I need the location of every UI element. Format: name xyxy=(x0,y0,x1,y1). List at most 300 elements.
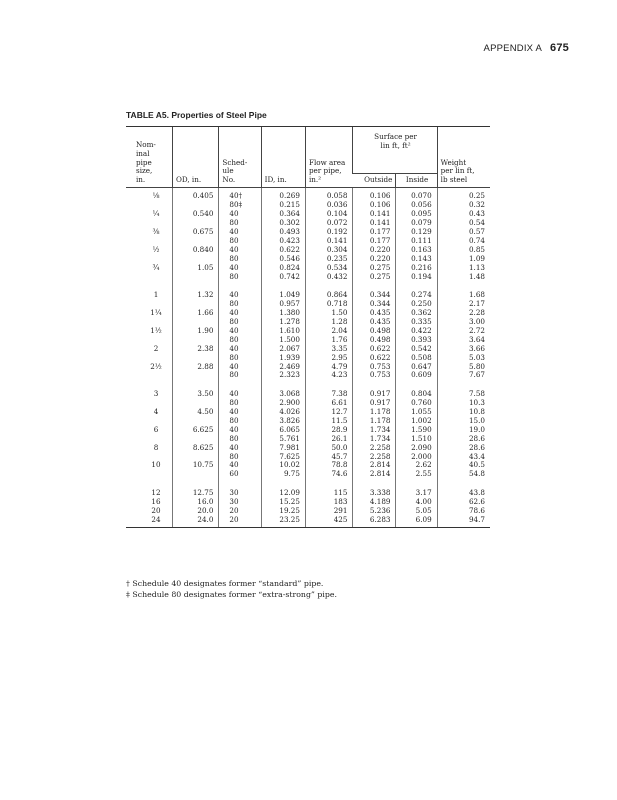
row-schedule: 40 xyxy=(219,326,261,335)
row-size xyxy=(126,353,172,362)
table-row xyxy=(126,416,490,425)
row-flow-area: 0.432 xyxy=(305,272,353,281)
row-weight: 0.25 xyxy=(437,187,490,200)
row-od xyxy=(172,335,218,344)
row-inside-surface: 2.55 xyxy=(396,469,437,478)
row-inside-surface: 0.335 xyxy=(396,317,437,326)
row-schedule: 40 xyxy=(219,443,261,452)
row-outside-surface: 0.917 xyxy=(353,398,396,407)
spacer-cell xyxy=(261,379,305,389)
row-inside-surface: 1.510 xyxy=(396,434,437,443)
row-weight: 7.67 xyxy=(437,371,490,380)
row-inside-surface: 0.143 xyxy=(396,254,437,263)
col-weight: Weight per lin ft, lb steel xyxy=(437,127,490,188)
row-schedule: 20 xyxy=(219,515,261,527)
row-flow-area: 6.61 xyxy=(305,398,353,407)
row-schedule: 80 xyxy=(219,317,261,326)
row-size xyxy=(126,371,172,380)
row-flow-area: 1.50 xyxy=(305,308,353,317)
row-inside-surface: 0.508 xyxy=(396,353,437,362)
row-inside-surface: 2.090 xyxy=(396,443,437,452)
row-inside-surface: 0.393 xyxy=(396,335,437,344)
spacer-cell xyxy=(353,281,396,291)
row-schedule: 80 xyxy=(219,416,261,425)
row-schedule: 40 xyxy=(219,461,261,470)
row-flow-area: 26.1 xyxy=(305,434,353,443)
row-outside-surface: 0.917 xyxy=(353,389,396,398)
row-schedule: 80 xyxy=(219,254,261,263)
row-size xyxy=(126,272,172,281)
table-row xyxy=(126,398,490,407)
row-outside-surface: 0.275 xyxy=(353,272,396,281)
row-od xyxy=(172,272,218,281)
row-inside-surface: 1.055 xyxy=(396,407,437,416)
row-schedule: 80‡ xyxy=(219,201,261,210)
row-od: 12.75 xyxy=(172,488,218,497)
row-weight: 0.32 xyxy=(437,201,490,210)
row-outside-surface: 0.106 xyxy=(353,201,396,210)
row-od: 1.66 xyxy=(172,308,218,317)
row-id: 0.824 xyxy=(261,263,305,272)
row-id: 0.364 xyxy=(261,209,305,218)
row-weight: 2.17 xyxy=(437,299,490,308)
row-id: 3.068 xyxy=(261,389,305,398)
row-outside-surface: 0.622 xyxy=(353,353,396,362)
row-outside-surface: 0.498 xyxy=(353,335,396,344)
row-weight: 19.0 xyxy=(437,425,490,434)
table-row xyxy=(126,254,490,263)
row-outside-surface: 2.814 xyxy=(353,461,396,470)
row-spacer xyxy=(126,281,490,291)
row-flow-area: 0.864 xyxy=(305,291,353,300)
row-outside-surface: 2.814 xyxy=(353,469,396,478)
table-row xyxy=(126,299,490,308)
row-schedule: 80 xyxy=(219,434,261,443)
row-size: 8 xyxy=(153,442,159,452)
row-size: ½ xyxy=(152,244,160,254)
table-row xyxy=(126,272,490,281)
row-inside-surface: 0.274 xyxy=(396,291,437,300)
row-inside-surface: 0.129 xyxy=(396,227,437,236)
row-id: 2.900 xyxy=(261,398,305,407)
row-id: 1.500 xyxy=(261,335,305,344)
row-flow-area: 11.5 xyxy=(305,416,353,425)
row-od xyxy=(172,452,218,461)
row-outside-surface: 4.189 xyxy=(353,497,396,506)
row-flow-area: 0.058 xyxy=(305,187,353,200)
table-row xyxy=(126,389,490,398)
row-weight: 2.72 xyxy=(437,326,490,335)
row-flow-area: 1.76 xyxy=(305,335,353,344)
row-schedule: 40 xyxy=(219,209,261,218)
row-size xyxy=(126,416,172,425)
row-od: 0.540 xyxy=(172,209,218,218)
table-row xyxy=(126,236,490,245)
row-id: 1.939 xyxy=(261,353,305,362)
table-row xyxy=(126,209,490,218)
row-size xyxy=(126,201,172,210)
row-inside-surface: 0.111 xyxy=(396,236,437,245)
table-row xyxy=(126,335,490,344)
row-inside-surface: 0.095 xyxy=(396,209,437,218)
row-size: 10 xyxy=(151,460,161,470)
spacer-cell xyxy=(126,281,172,291)
table-row xyxy=(126,308,490,317)
row-flow-area: 3.35 xyxy=(305,344,353,353)
row-size: 12 xyxy=(151,488,161,498)
row-inside-surface: 2.62 xyxy=(396,461,437,470)
row-weight: 43.4 xyxy=(437,452,490,461)
spacer-cell xyxy=(172,379,218,389)
spacer-cell xyxy=(219,379,261,389)
row-od: 1.32 xyxy=(172,291,218,300)
row-id: 6.065 xyxy=(261,425,305,434)
row-od: 1.05 xyxy=(172,263,218,272)
row-id: 9.75 xyxy=(261,469,305,478)
col-inside: Inside xyxy=(396,174,437,188)
row-outside-surface: 0.435 xyxy=(353,308,396,317)
table-row xyxy=(126,461,490,470)
row-flow-area: 45.7 xyxy=(305,452,353,461)
row-id: 0.742 xyxy=(261,272,305,281)
row-size: ¼ xyxy=(152,209,160,219)
row-flow-area: 425 xyxy=(305,515,353,527)
row-outside-surface: 1.178 xyxy=(353,416,396,425)
row-inside-surface: 0.542 xyxy=(396,344,437,353)
row-outside-surface: 0.220 xyxy=(353,254,396,263)
row-size xyxy=(126,434,172,443)
row-schedule: 80 xyxy=(219,353,261,362)
table-row xyxy=(126,425,490,434)
footnotes xyxy=(126,579,337,600)
page-header xyxy=(484,42,569,54)
table-row xyxy=(126,443,490,452)
row-weight: 0.85 xyxy=(437,245,490,254)
row-weight: 10.8 xyxy=(437,407,490,416)
row-id: 23.25 xyxy=(261,515,305,527)
row-schedule: 40† xyxy=(219,187,261,200)
row-flow-area: 0.192 xyxy=(305,227,353,236)
row-size xyxy=(126,335,172,344)
row-id: 15.25 xyxy=(261,497,305,506)
row-outside-surface: 1.178 xyxy=(353,407,396,416)
section-label: APPENDIX A xyxy=(483,43,543,54)
row-id: 0.493 xyxy=(261,227,305,236)
row-flow-area: 0.235 xyxy=(305,254,353,263)
row-size: 20 xyxy=(151,505,161,515)
row-weight: 15.0 xyxy=(437,416,490,425)
table-row xyxy=(126,497,490,506)
row-weight: 1.68 xyxy=(437,291,490,300)
row-od: 2.88 xyxy=(172,362,218,371)
row-inside-surface: 0.362 xyxy=(396,308,437,317)
table-row xyxy=(126,317,490,326)
row-flow-area: 1.28 xyxy=(305,317,353,326)
row-size: 2 xyxy=(153,343,159,353)
row-od: 10.75 xyxy=(172,461,218,470)
row-weight: 3.66 xyxy=(437,344,490,353)
row-weight: 1.48 xyxy=(437,272,490,281)
row-size: 4 xyxy=(153,407,159,417)
spacer-cell xyxy=(219,478,261,488)
row-flow-area: 12.7 xyxy=(305,407,353,416)
row-outside-surface: 0.622 xyxy=(353,344,396,353)
row-size: ¾ xyxy=(152,262,160,272)
row-schedule: 80 xyxy=(219,218,261,227)
row-weight: 0.57 xyxy=(437,227,490,236)
row-schedule: 30 xyxy=(219,488,261,497)
row-size xyxy=(126,299,172,308)
row-outside-surface: 0.498 xyxy=(353,326,396,335)
row-schedule: 40 xyxy=(219,227,261,236)
row-inside-surface: 2.000 xyxy=(396,452,437,461)
row-outside-surface: 0.141 xyxy=(353,218,396,227)
row-outside-surface: 3.338 xyxy=(353,488,396,497)
table-row xyxy=(126,434,490,443)
row-weight: 28.6 xyxy=(437,434,490,443)
row-id: 1.610 xyxy=(261,326,305,335)
spacer-cell xyxy=(261,281,305,291)
row-inside-surface: 0.250 xyxy=(396,299,437,308)
row-size: 16 xyxy=(151,497,161,507)
row-od: 8.625 xyxy=(172,443,218,452)
row-flow-area: 4.23 xyxy=(305,371,353,380)
row-weight: 0.74 xyxy=(437,236,490,245)
spacer-cell xyxy=(437,478,490,488)
row-flow-area: 28.9 xyxy=(305,425,353,434)
spacer-cell xyxy=(437,379,490,389)
row-inside-surface: 0.609 xyxy=(396,371,437,380)
spacer-cell xyxy=(305,478,353,488)
row-od: 24.0 xyxy=(172,515,218,527)
row-weight: 0.54 xyxy=(437,218,490,227)
row-inside-surface: 0.216 xyxy=(396,263,437,272)
table-row xyxy=(126,515,490,527)
row-inside-surface: 5.05 xyxy=(396,506,437,515)
row-od xyxy=(172,201,218,210)
row-schedule: 40 xyxy=(219,407,261,416)
row-id: 1.278 xyxy=(261,317,305,326)
row-size: ⅛ xyxy=(152,191,160,201)
row-od xyxy=(172,371,218,380)
row-size xyxy=(126,398,172,407)
row-weight: 5.80 xyxy=(437,362,490,371)
row-weight: 3.00 xyxy=(437,317,490,326)
row-od: 2.38 xyxy=(172,344,218,353)
row-flow-area: 4.79 xyxy=(305,362,353,371)
table-body xyxy=(126,187,490,527)
row-inside-surface: 0.760 xyxy=(396,398,437,407)
row-size: 3 xyxy=(153,389,159,399)
spacer-cell xyxy=(219,281,261,291)
row-id: 0.215 xyxy=(261,201,305,210)
row-flow-area: 0.036 xyxy=(305,201,353,210)
row-outside-surface: 0.435 xyxy=(353,317,396,326)
spacer-cell xyxy=(353,478,396,488)
row-inside-surface: 0.647 xyxy=(396,362,437,371)
row-od: 1.90 xyxy=(172,326,218,335)
row-size xyxy=(126,469,172,478)
table-row xyxy=(126,344,490,353)
row-outside-surface: 2.258 xyxy=(353,443,396,452)
page-number: 675 xyxy=(550,42,569,54)
row-id: 5.761 xyxy=(261,434,305,443)
row-size xyxy=(126,236,172,245)
row-weight: 0.43 xyxy=(437,209,490,218)
row-inside-surface: 0.056 xyxy=(396,201,437,210)
row-id: 0.957 xyxy=(261,299,305,308)
row-size: 1½ xyxy=(150,325,162,335)
row-od xyxy=(172,416,218,425)
row-schedule: 80 xyxy=(219,299,261,308)
row-schedule: 40 xyxy=(219,245,261,254)
row-flow-area: 74.6 xyxy=(305,469,353,478)
row-size: ⅜ xyxy=(152,227,160,237)
row-od xyxy=(172,469,218,478)
row-od xyxy=(172,317,218,326)
col-schedule: Sched- ule No. xyxy=(219,127,261,188)
row-od: 3.50 xyxy=(172,389,218,398)
row-schedule: 80 xyxy=(219,236,261,245)
table-caption: TABLE A5. Properties of Steel Pipe xyxy=(126,110,267,120)
row-id: 1.380 xyxy=(261,308,305,317)
row-spacer xyxy=(126,478,490,488)
row-id: 3.826 xyxy=(261,416,305,425)
row-flow-area: 0.104 xyxy=(305,209,353,218)
row-outside-surface: 0.106 xyxy=(353,187,396,200)
row-weight: 28.6 xyxy=(437,443,490,452)
table-row xyxy=(126,291,490,300)
row-schedule: 80 xyxy=(219,272,261,281)
row-schedule: 80 xyxy=(219,371,261,380)
spacer-cell xyxy=(126,379,172,389)
row-inside-surface: 0.070 xyxy=(396,187,437,200)
col-nominal-size: Nom- inal pipe size, in. xyxy=(126,127,172,188)
row-od: 20.0 xyxy=(172,506,218,515)
row-schedule: 80 xyxy=(219,398,261,407)
row-weight: 43.8 xyxy=(437,488,490,497)
row-flow-area: 2.95 xyxy=(305,353,353,362)
row-outside-surface: 0.220 xyxy=(353,245,396,254)
table-row xyxy=(126,187,490,200)
row-od xyxy=(172,254,218,263)
row-od: 0.840 xyxy=(172,245,218,254)
row-id: 12.09 xyxy=(261,488,305,497)
row-size: 1¼ xyxy=(150,308,162,318)
row-od xyxy=(172,434,218,443)
row-outside-surface: 0.344 xyxy=(353,291,396,300)
row-inside-surface: 6.09 xyxy=(396,515,437,527)
row-schedule: 20 xyxy=(219,506,261,515)
col-od: OD, in. xyxy=(172,127,218,188)
footnote-dagger: † Schedule 40 designates former “standard” pipe. xyxy=(126,579,324,588)
row-id: 0.269 xyxy=(261,187,305,200)
row-outside-surface: 6.283 xyxy=(353,515,396,527)
row-id: 0.423 xyxy=(261,236,305,245)
row-od: 0.405 xyxy=(172,187,218,200)
row-inside-surface: 0.422 xyxy=(396,326,437,335)
row-od xyxy=(172,299,218,308)
row-od xyxy=(172,353,218,362)
table-row xyxy=(126,201,490,210)
row-inside-surface: 1.002 xyxy=(396,416,437,425)
row-id: 2.469 xyxy=(261,362,305,371)
spacer-cell xyxy=(396,281,437,291)
table-row xyxy=(126,469,490,478)
row-weight: 1.13 xyxy=(437,263,490,272)
row-id: 0.622 xyxy=(261,245,305,254)
table-row xyxy=(126,452,490,461)
spacer-cell xyxy=(396,379,437,389)
row-inside-surface: 0.163 xyxy=(396,245,437,254)
col-surface-group: Surface per lin ft, ft² xyxy=(353,127,437,174)
row-od: 16.0 xyxy=(172,497,218,506)
row-outside-surface: 0.344 xyxy=(353,299,396,308)
row-id: 2.323 xyxy=(261,371,305,380)
table-row xyxy=(126,353,490,362)
row-outside-surface: 0.275 xyxy=(353,263,396,272)
table-row xyxy=(126,227,490,236)
row-weight: 10.3 xyxy=(437,398,490,407)
footnote-double-dagger: ‡ Schedule 80 designates former “extra-strong” pipe. xyxy=(126,589,337,599)
row-inside-surface: 3.17 xyxy=(396,488,437,497)
row-od: 6.625 xyxy=(172,425,218,434)
row-weight: 5.03 xyxy=(437,353,490,362)
row-id: 2.067 xyxy=(261,344,305,353)
row-flow-area: 2.04 xyxy=(305,326,353,335)
table-row xyxy=(126,326,490,335)
row-weight: 7.58 xyxy=(437,389,490,398)
row-flow-area: 0.534 xyxy=(305,263,353,272)
row-flow-area: 0.304 xyxy=(305,245,353,254)
row-size: 2½ xyxy=(150,361,162,371)
table-row xyxy=(126,362,490,371)
row-inside-surface: 4.00 xyxy=(396,497,437,506)
row-schedule: 40 xyxy=(219,425,261,434)
row-outside-surface: 0.753 xyxy=(353,362,396,371)
table-row xyxy=(126,218,490,227)
row-size: 6 xyxy=(153,424,159,434)
steel-pipe-table xyxy=(126,126,490,528)
row-od xyxy=(172,218,218,227)
row-weight: 3.64 xyxy=(437,335,490,344)
spacer-cell xyxy=(126,478,172,488)
row-weight: 94.7 xyxy=(437,515,490,527)
row-outside-surface: 0.177 xyxy=(353,227,396,236)
row-weight: 2.28 xyxy=(437,308,490,317)
row-inside-surface: 0.804 xyxy=(396,389,437,398)
table-row xyxy=(126,371,490,380)
row-weight: 78.6 xyxy=(437,506,490,515)
row-schedule: 30 xyxy=(219,497,261,506)
row-inside-surface: 0.079 xyxy=(396,218,437,227)
col-id: ID, in. xyxy=(261,127,305,188)
row-flow-area: 291 xyxy=(305,506,353,515)
row-size xyxy=(126,254,172,263)
row-id: 0.302 xyxy=(261,218,305,227)
row-id: 4.026 xyxy=(261,407,305,416)
row-flow-area: 78.8 xyxy=(305,461,353,470)
row-id: 10.02 xyxy=(261,461,305,470)
row-schedule: 40 xyxy=(219,291,261,300)
row-flow-area: 7.38 xyxy=(305,389,353,398)
row-outside-surface: 0.753 xyxy=(353,371,396,380)
row-id: 0.546 xyxy=(261,254,305,263)
row-schedule: 80 xyxy=(219,452,261,461)
row-inside-surface: 0.194 xyxy=(396,272,437,281)
table-row xyxy=(126,407,490,416)
row-size xyxy=(126,452,172,461)
